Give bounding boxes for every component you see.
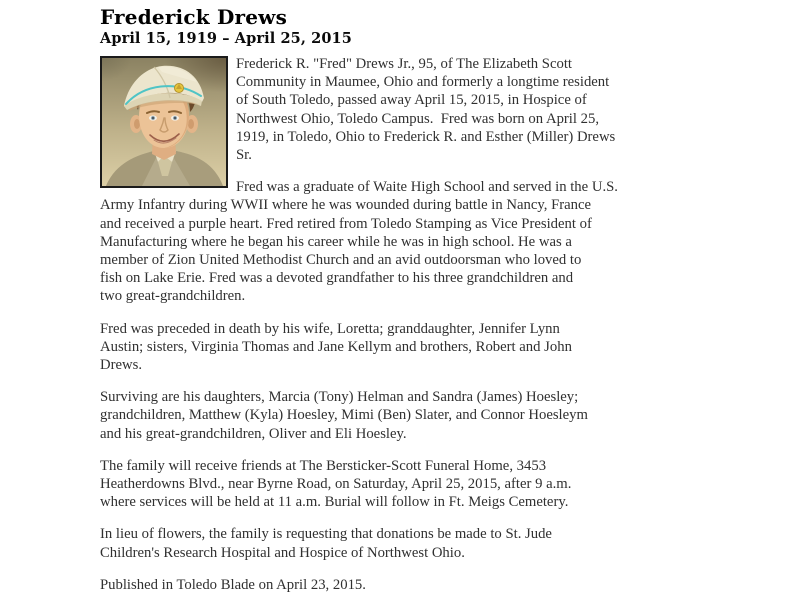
text-line: Frederick R. "Fred" Drews Jr., 95, of The Elizabeth Scott bbox=[236, 56, 572, 72]
text-line: and his great-grandchildren, Oliver and Eli Hoesley. bbox=[100, 425, 407, 442]
text-line: two great-grandchildren. bbox=[100, 288, 246, 305]
text-line: Children's Research Hospital and Hospice of Northwest Ohio. bbox=[100, 544, 465, 561]
paragraph bbox=[100, 457, 700, 512]
text-line: In lieu of flowers, the family is requesting that donations be made to St. Jude bbox=[100, 526, 552, 543]
paragraph bbox=[100, 576, 700, 594]
text-line: and received a purple heart. Fred retired from Toledo Stamping as Vice President of bbox=[100, 215, 592, 232]
portrait-photo bbox=[100, 56, 228, 188]
paragraph bbox=[100, 178, 700, 305]
text-line: Fred was preceded in death by his wife, Loretta; granddaughter, Jennifer Lynn bbox=[100, 320, 560, 337]
text-line: Army Infantry during WWII where he was wounded during battle in Nancy, France bbox=[100, 197, 592, 214]
paragraph bbox=[100, 388, 700, 443]
text-line: Fred was a graduate of Waite High School and served in the U.S. bbox=[236, 179, 618, 196]
person-name: Frederick Drews bbox=[100, 5, 288, 29]
text-line: Community in Maumee, Ohio and formerly a longtime resident bbox=[236, 74, 610, 91]
text-line: The family will receive friends at The Bersticker-Scott Funeral Home, 3453 bbox=[100, 457, 547, 474]
text-line: where services will be held at 11 a.m. Burial will follow in Ft. Meigs Cemetery. bbox=[100, 494, 569, 511]
life-dates: April 15, 1919 – April 25, 2015 bbox=[100, 30, 352, 47]
obituary-body bbox=[100, 47, 700, 594]
portrait-illustration bbox=[102, 58, 226, 186]
text-line: fish on Lake Erie. Fred was a devoted grandfather to his three grandchildren and bbox=[100, 270, 574, 287]
text-line: Manufacturing where he began his career while he was in high school. He was a bbox=[100, 233, 572, 250]
text-line: Heatherdowns Blvd., near Byrne Road, on Saturday, April 25, 2015, after 9 a.m. bbox=[100, 476, 572, 493]
paragraph bbox=[100, 320, 700, 375]
text-line: Sr. bbox=[236, 147, 252, 164]
paragraph bbox=[100, 525, 700, 561]
text-line: of South Toledo, passed away April 15, 2015, in Hospice of bbox=[236, 92, 587, 109]
text-line: 1919, in Toledo, Ohio to Frederick R. and Esther (Miller) Drews bbox=[236, 128, 616, 145]
obituary-header bbox=[100, 6, 700, 47]
text-line: Surviving are his daughters, Marcia (Tony) Helman and Sandra (James) Hoesley; bbox=[100, 389, 579, 406]
text-line: Austin; sisters, Virginia Thomas and Jane Kellym and brothers, Robert and John bbox=[100, 338, 572, 355]
text-line: Northwest Ohio, Toledo Campus. Fred was born on April 25, bbox=[236, 110, 600, 127]
text-line: member of Zion United Methodist Church and an avid outdoorsman who loved to bbox=[100, 252, 582, 269]
text-line: grandchildren, Matthew (Kyla) Hoesley, Mimi (Ben) Slater, and Connor Hoesleym bbox=[100, 407, 588, 424]
text-line: Drews. bbox=[100, 357, 143, 374]
text-line: Published in Toledo Blade on April 23, 2015. bbox=[100, 576, 366, 593]
